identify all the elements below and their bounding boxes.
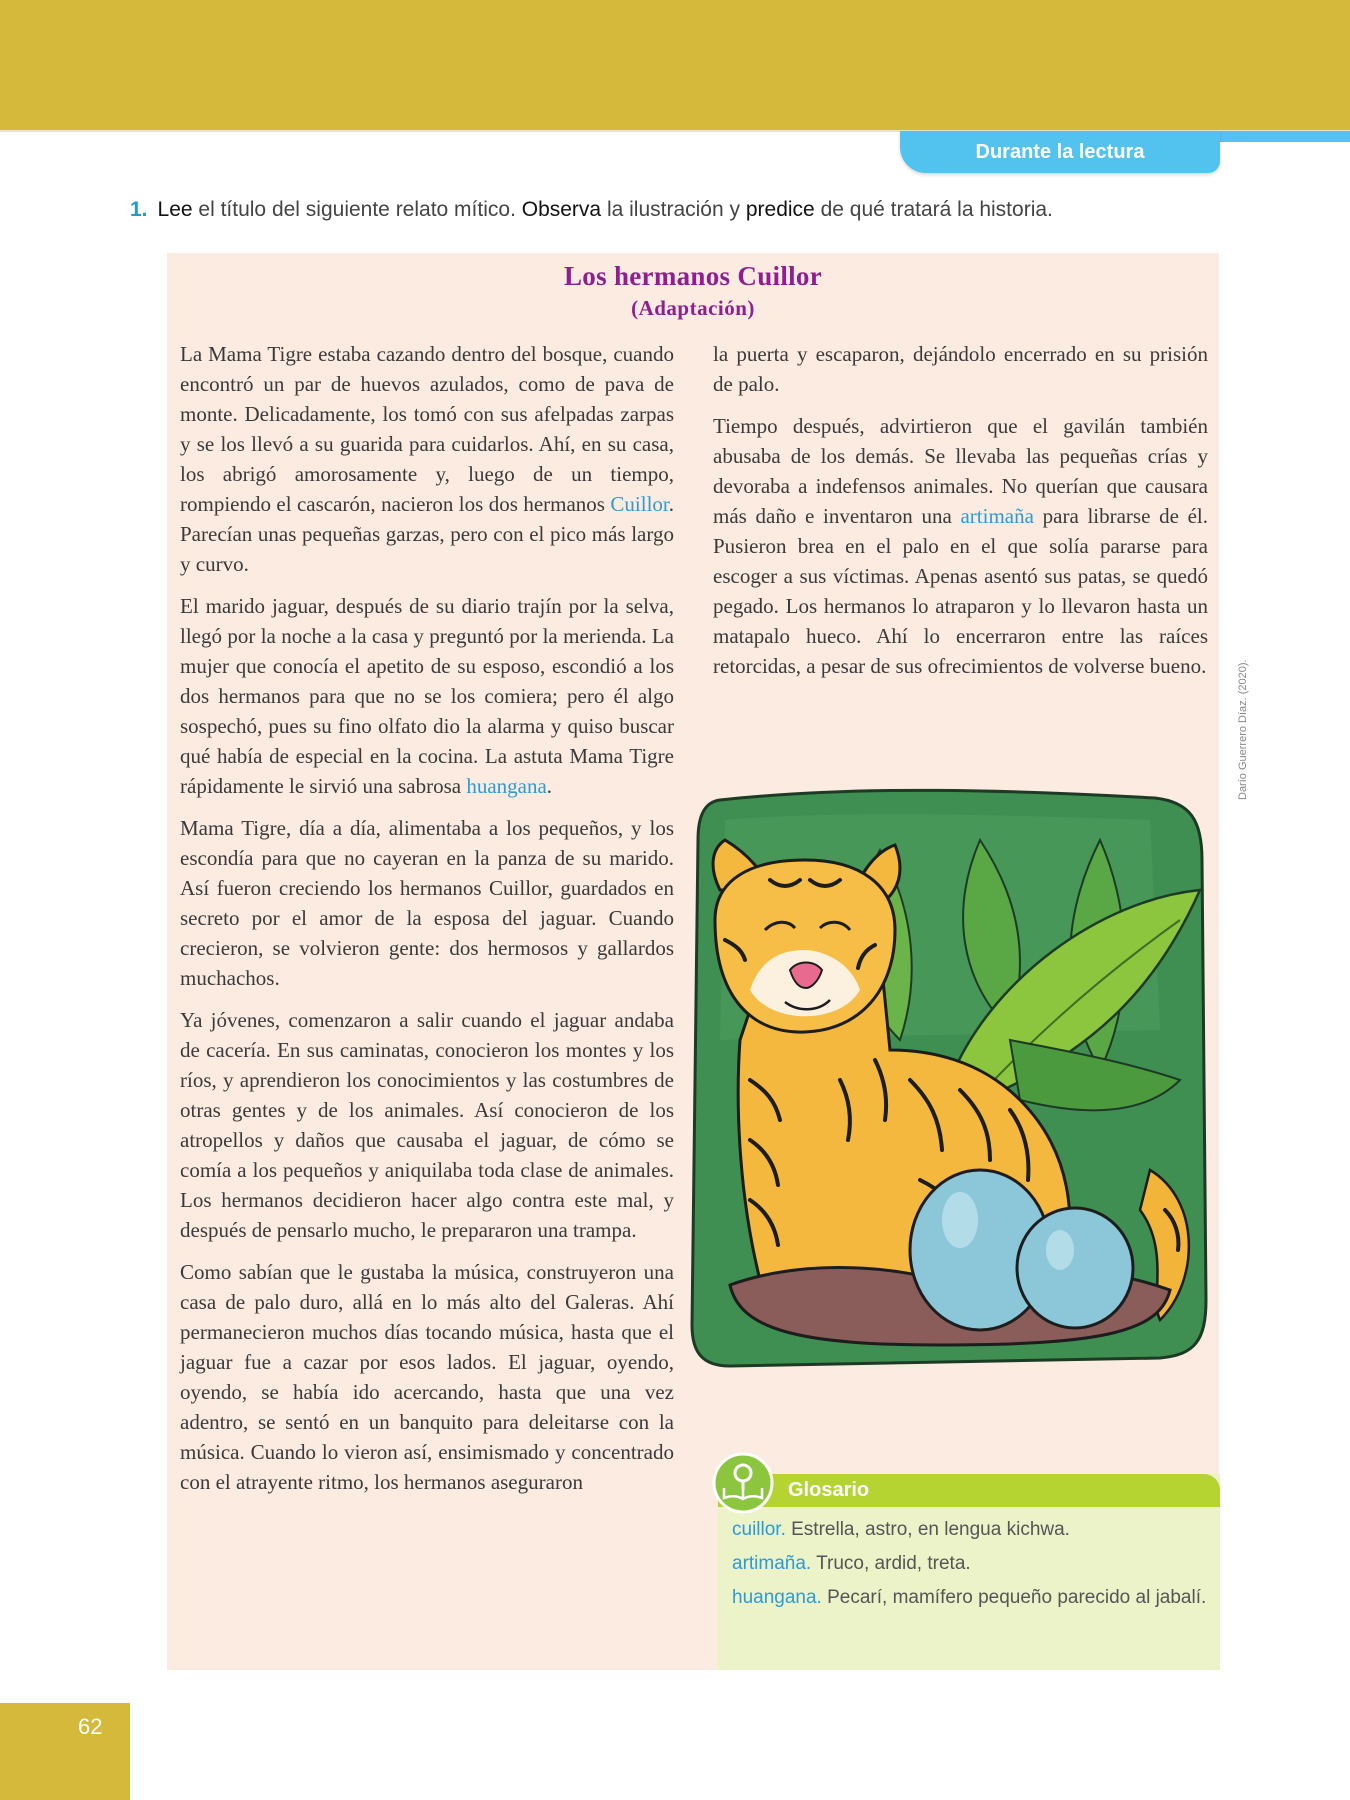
paragraph-text: Tiempo después, advirtieron que el gavilán también abusaba de los demás. Se llevaba las pequeñas crías y devoraba a indefensos animales. No querían que causara más daño e inventaron una xyxy=(713,414,1208,528)
story-column-left xyxy=(180,339,674,1509)
glossary-title: Glosario xyxy=(788,1479,870,1501)
story-subtitle: (Adaptación) xyxy=(631,296,755,320)
page-number: 62 xyxy=(78,1714,103,1739)
story-paragraph: Ya jóvenes, comenzaron a salir cuando el jaguar andaba de cacería. En sus caminatas, conocieron los montes y los ríos, y aprendieron los conocimientos y las costumbres de otras gentes y de los animales. Así conocieron de los atropellos y daños que causaba el jaguar, de cómo se comía a los pequeños y aniquilaba toda clase de animales. Los hermanos decidieron hacer algo contra este mal, y después de pensarlo mucho, le prepararon una trampa. xyxy=(180,1008,674,1242)
paragraph-text: La Mama Tigre estaba cazando dentro del bosque, cuando encontró un par de huevos azulados, como de pava de monte. Delicadamente, los tomó con sus afelpadas zarpas y se los llevó a su guarida para cuidarlos. Ahí, en su casa, los abrigó amorosamente y, luego de un tiempo, rompiendo el cascarón, nacieron los dos hermanos xyxy=(180,342,674,516)
glossary-definition: Estrella, astro, en lengua kichwa. xyxy=(785,1519,1070,1540)
instruction-text-1: el título del siguiente relato mítico. xyxy=(192,198,522,221)
glossary-entry xyxy=(732,1517,1207,1543)
activity-number: 1. xyxy=(130,198,148,221)
story-title: Los hermanos Cuillor xyxy=(563,261,823,291)
instruction-text-2: la ilustración y xyxy=(601,198,746,221)
paragraph-text: . xyxy=(546,774,553,798)
glossary-term-link: artimaña xyxy=(960,504,1034,528)
paragraph-text: El marido jaguar, después de su diario trajín por la selva, llegó por la noche a la casa y preguntó por la merienda. La mujer que conocía el apetito de su esposo, escondió a los dos hermanos para que no se los comiera; pero él algo sospechó, pues su fino olfato dio la alarma y quiso buscar qué había de especial en la cocina. La astuta Mama Tigre rápidamente le sirvió una sabrosa xyxy=(180,594,674,798)
glossary-entry xyxy=(732,1551,1207,1577)
instruction-keyword-predice: predice xyxy=(745,198,815,221)
story-paragraph xyxy=(180,339,674,579)
story-paragraph xyxy=(180,591,674,801)
activity-instruction xyxy=(130,198,1280,222)
glossary-term: artimaña. xyxy=(732,1553,812,1574)
glossary-list xyxy=(732,1517,1207,1619)
book-magnifier-icon xyxy=(712,1452,774,1514)
story-paragraph xyxy=(713,411,1208,681)
glossary-term: cuillor. xyxy=(732,1519,786,1540)
paragraph-text: para librarse de él. Pusieron brea en el palo en el que solía pararse para escoger a sus víctimas. Apenas asentó sus patas, se quedó pegado. Los hermanos lo atraparon y lo llevaron hasta un matapalo hueco. Ahí lo encerraron entre las raíces retorcidas, a pesar de sus ofrecimientos de volverse bueno. xyxy=(713,504,1208,678)
glossary-definition: Pecarí, mamífero pequeño parecido al jabalí. xyxy=(821,1587,1207,1608)
section-tab xyxy=(900,131,1220,173)
illustration-credit: Darío Guerrero Díaz. (2020). xyxy=(1237,659,1249,800)
glossary-definition: Truco, ardid, treta. xyxy=(811,1553,971,1574)
instruction-keyword-observa: Observa xyxy=(521,198,602,221)
top-color-band xyxy=(0,0,1350,130)
story-paragraph: Como sabían que le gustaba la música, construyeron una casa de palo duro, allá en lo más alto del Galeras. Ahí permanecieron muchos días tocando música, hasta que el jaguar fue a cazar por esos lados. El jaguar, oyendo, oyendo, se había ido acercando, hasta que una vez adentro, se sentó en un banquito para deleitarse con la música. Cuando lo vieron así, ensimismado y concentrado con el atrayente ritmo, los hermanos aseguraron xyxy=(180,1260,674,1494)
page-number-tab xyxy=(0,1703,130,1800)
glossary-entry xyxy=(732,1585,1207,1611)
story-column-right xyxy=(713,339,1208,693)
glossary-term: huangana. xyxy=(732,1587,822,1608)
story-paragraph: Mama Tigre, día a día, alimentaba a los pequeños, y los escondía para que no cayeran en la panza de su marido. Así fueron creciendo los hermanos Cuillor, guardados en secreto por el amor de la esposa del jaguar. Cuando crecieron, se volvieron gente: dos hermosos y gallardos muchachos. xyxy=(180,816,674,990)
jaguar-with-eggs-illustration xyxy=(680,780,1215,1395)
glossary-term-link: Cuillor xyxy=(610,492,669,516)
paragraph-text: . Parecían unas pequeñas garzas, pero con el pico más largo y curvo. xyxy=(180,492,674,576)
instruction-text-3: de qué tratará la historia. xyxy=(814,198,1053,221)
glossary-term-link: huangana xyxy=(466,774,547,798)
instruction-keyword-lee: Lee xyxy=(157,198,193,221)
story-paragraph: la puerta y escaparon, dejándolo encerrado en su prisión de palo. xyxy=(713,342,1208,396)
section-tab-label: Durante la lectura xyxy=(975,140,1145,163)
